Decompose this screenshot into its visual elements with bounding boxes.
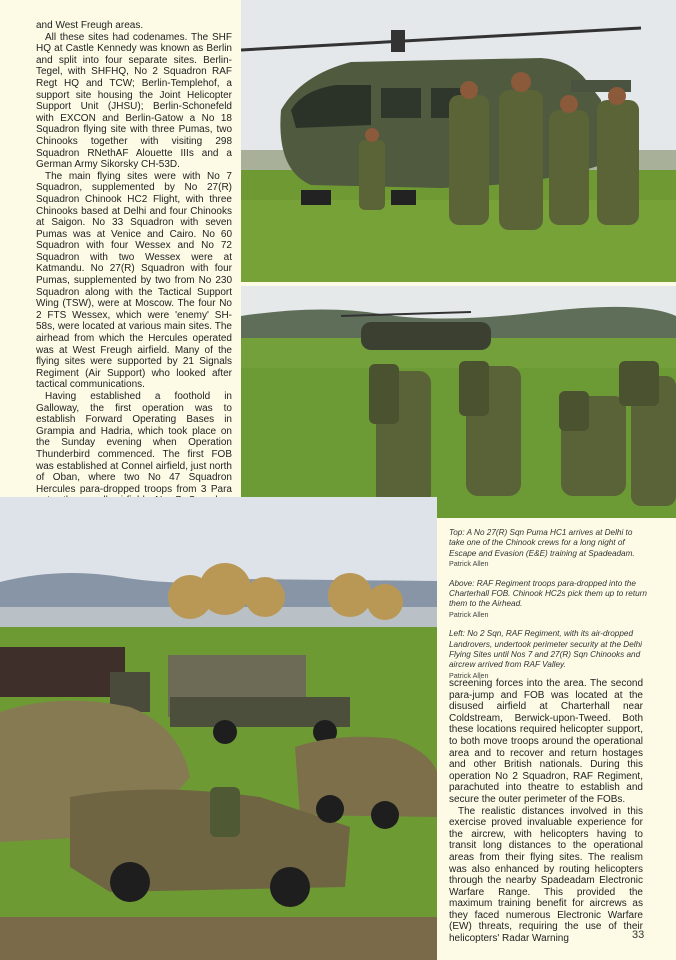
- caption-text: Left: No 2 Sqn, RAF Regiment, with its air-dropped Landrovers, undertook perimeter security at the Delhi Flying Sites until Nos 7 and 27(R) Sqn Chinooks and aircrew arrived from RAF Valley.: [449, 629, 642, 670]
- paragraph: and West Freugh areas.: [36, 20, 144, 31]
- photo-puma-helicopter: [241, 0, 676, 282]
- caption-left: [449, 629, 649, 681]
- caption-text: Top: A No 27(R) Sqn Puma HC1 arrives at Delhi to take one of the Chinook crews for a long night of Escape and Evasion (E&E) training at Spadeadam.: [449, 528, 635, 558]
- photo-credit: Patrick Allen: [449, 670, 489, 680]
- caption-top: [449, 528, 649, 570]
- left-text-column: [36, 20, 232, 542]
- photo-raf-regiment-troops: [241, 286, 676, 518]
- photo-captions: [449, 528, 649, 690]
- photo-landrovers: [0, 497, 437, 960]
- page-number: 33: [632, 929, 645, 941]
- caption-above: [449, 579, 649, 621]
- paragraph: The realistic distances involved in this exercise proved invaluable experience for the aircrew, with helicopters having to transit long distances to the operational areas from their flying sites. The realism was also enhanced by routing helicopters through the nearby Spadeadam Electronic Warfare Range. This provided the maximum training benefit for aircrews as they faced numerous Electronic Warfare (EW) threats, requiring the use of their helicopters' Radar Warning: [449, 805, 643, 945]
- caption-text: Above: RAF Regiment troops para-dropped into the Charterhall FOB. Chinook HC2s pick them up to return them to the Airhead.: [449, 578, 647, 609]
- right-text-column: [449, 678, 643, 945]
- photo-credit: Patrick Allen: [449, 609, 489, 619]
- paragraph: Having established a foothold in Galloway, the first operation was to establish Forward Operating Bases in Grampia and Hadria, which took place on the Sunday evening when Operation Thunderbird commenced. The first FOB was established at Connel airfield, just north of Oban, where two No 47 Squadron Hercules para-dropped troops from 3 Para: [36, 391, 232, 495]
- paragraph: screening forces into the area. The second para-jump and FOB was located at the disused airfield at Charterhall near Coldstream, Berwick-upon-Tweed. Both these locations required helicopter support, to both move troops around the operational area and to recover and return hostages and other British nationals. During this operation No 2 Squadron, RAF Regiment, parachuted into theatre to establish and secure the outer perimeter of the FOBs.: [449, 678, 643, 805]
- photo-credit: Patrick Allen: [449, 559, 489, 569]
- paragraph: The main flying sites were with No 7 Squadron, supplemented by No 27(R) Squadron Chinook HC2 Flight, with three Chinooks based at Delhi and four Chinooks at Saigon. No 33 Squadron with seven Pumas was at Venice and Cairo. No 60 Squadron with four Wessex and No 72 Squadron with two Wessex were at Katmandu. No 27(R) Squadron with four Pumas, supplemented by two from No 230 Squadron along with the Tactical Support Wing (TSW), were at Moscow. The four No 2 FTS Wessex, which were 'enemy' SH-58s, were located at various main sites. The airhead from which the Hercules operated was at West Freugh airfield. Many of the flying sites were supported by 21 Signals Regiment (Air Support) who looked after tactical communications.: [36, 170, 232, 391]
- paragraph: All these sites had codenames. The SHF HQ at Castle Kennedy was known as Berlin and split into four separate sites. Berlin-Tegel, with SHFHQ, No 2 Squadron RAF Regt HQ and TCW; Berlin-Templehof, a support site housing the Joint Helicopter Support Unit (JHSU); Berlin-Schonefeld with EXCON and Berlin-Gatow a No 18 Squadron flying site with three Pumas, two Chinooks together with visiting 298 Squadron RNethAF Alouette IIIs and a German Army Sikorsky CH-53D.: [36, 31, 232, 171]
